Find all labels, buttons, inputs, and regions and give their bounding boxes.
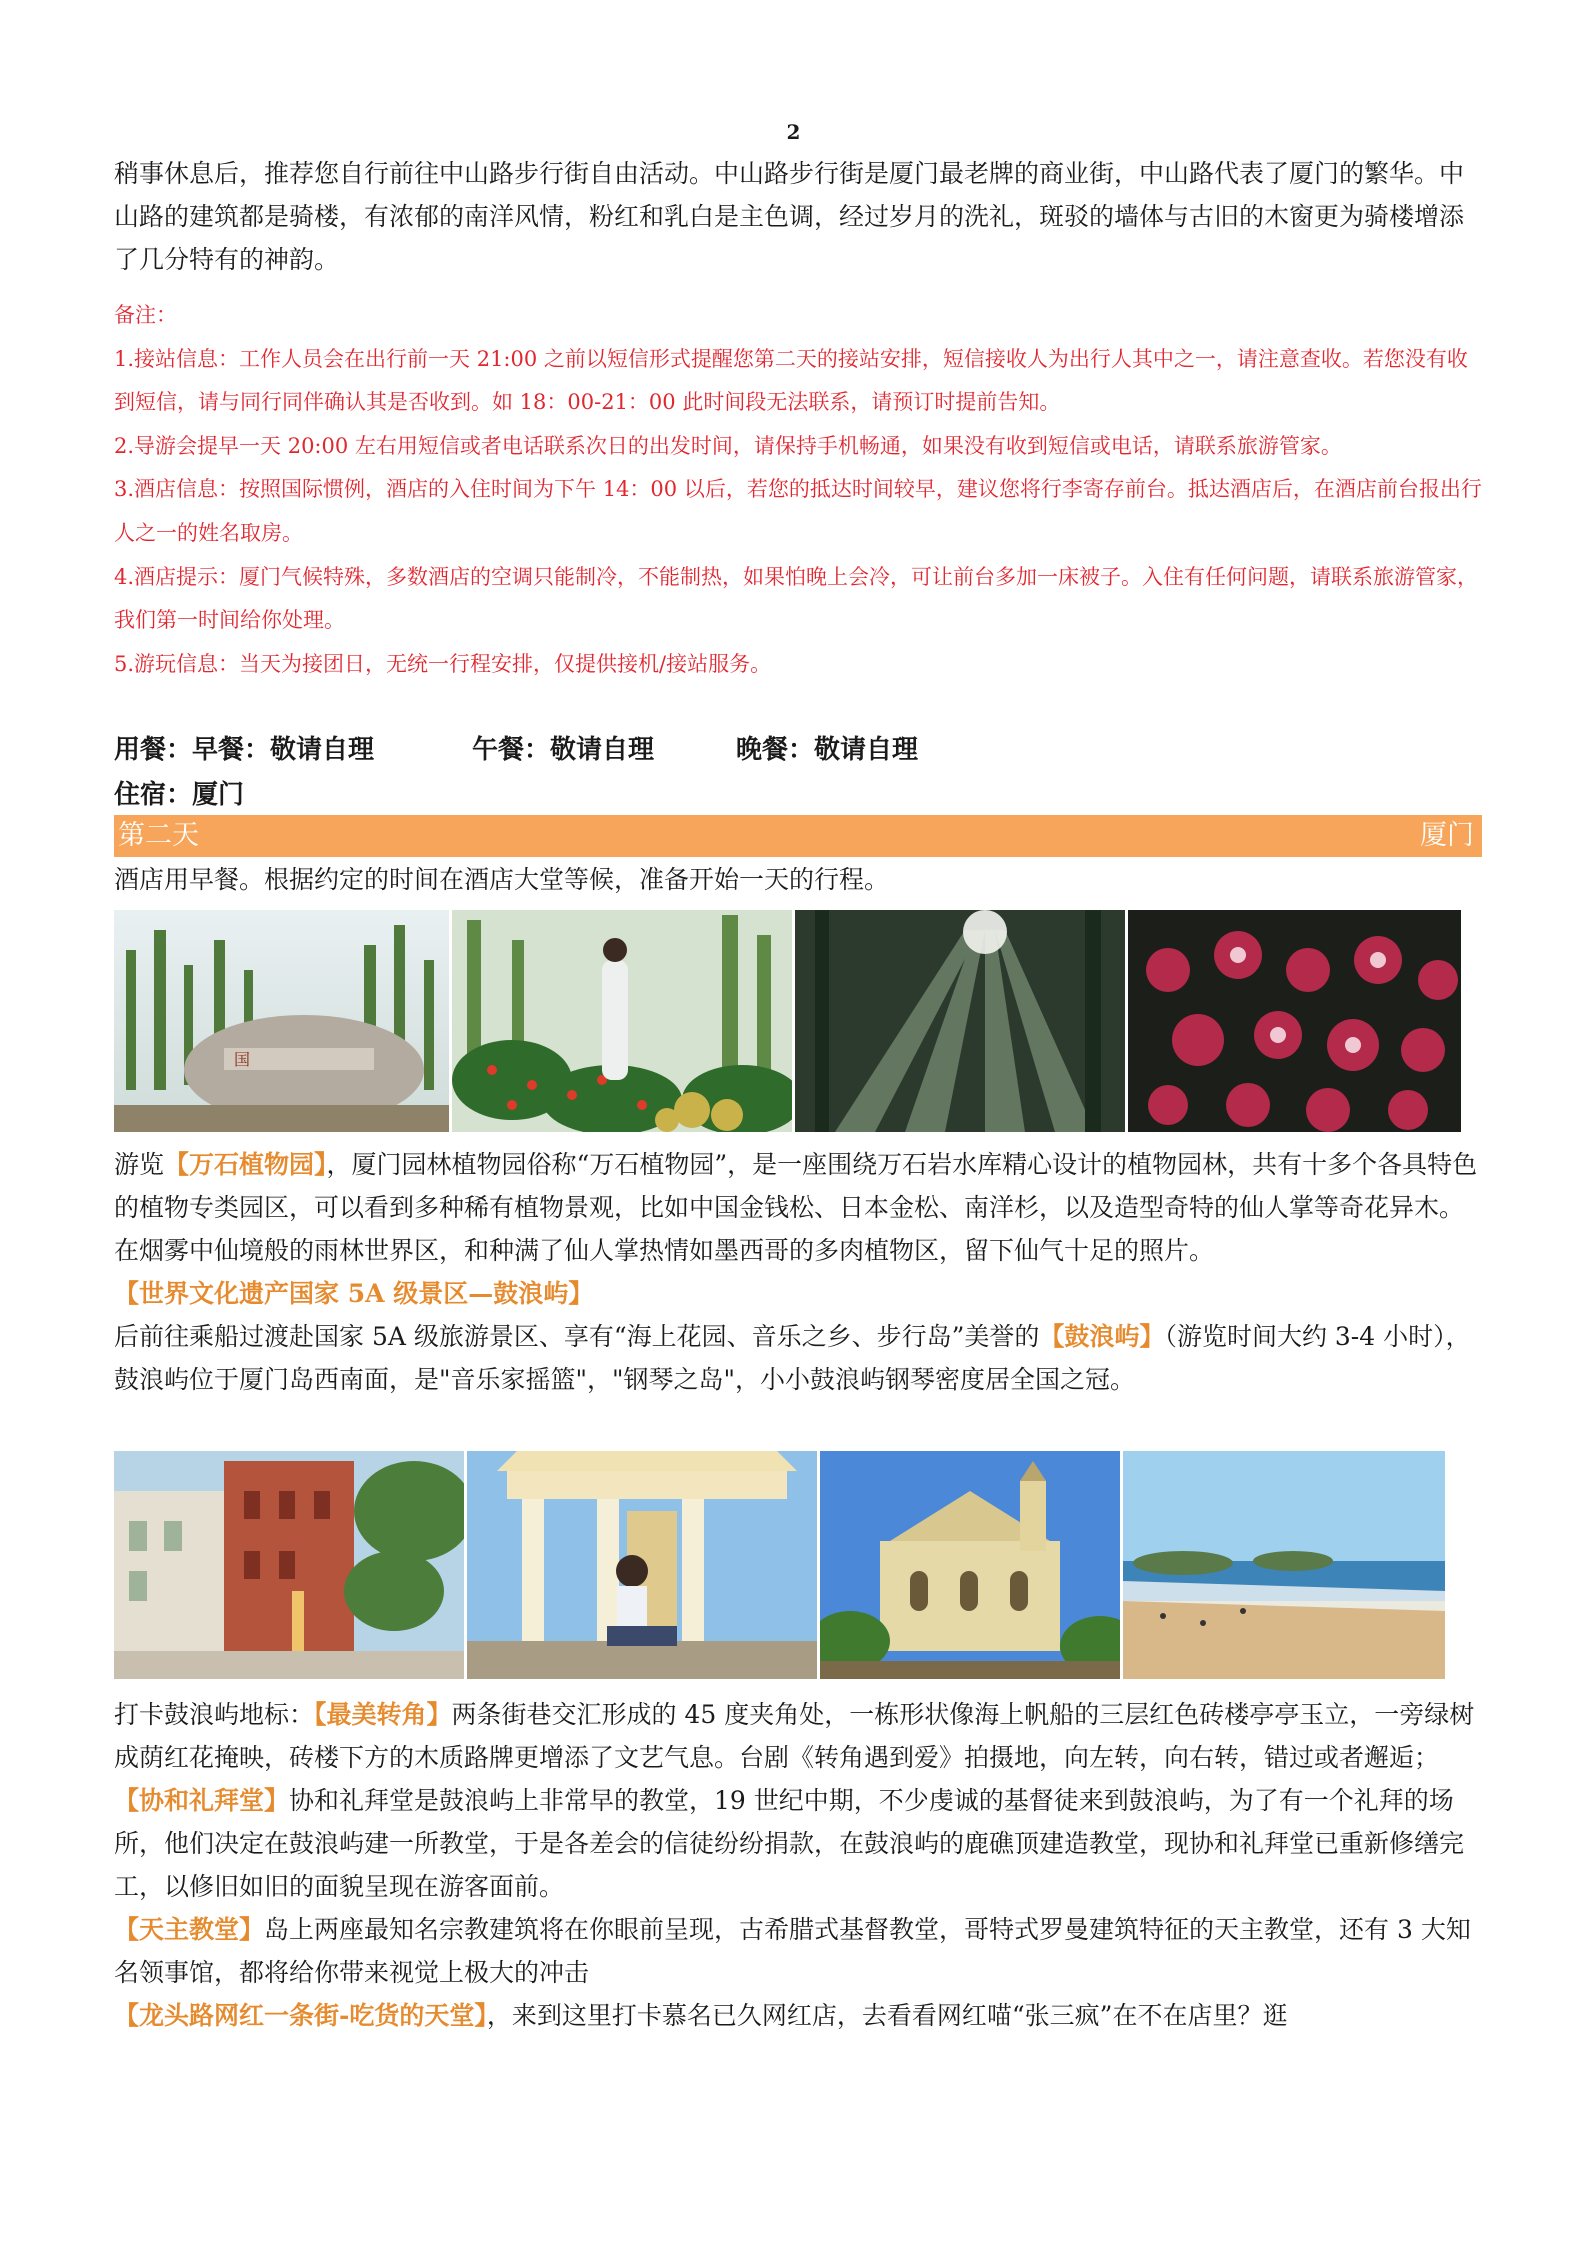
day-label: 第二天 bbox=[118, 820, 199, 851]
wanshi-paragraph bbox=[114, 1143, 1482, 1272]
longtou-paragraph bbox=[114, 1994, 1482, 2037]
note-item: 5.游玩信息：当天为接团日，无统一行程安排，仅提供接机/接站服务。 bbox=[114, 651, 772, 676]
day-city: 厦门 bbox=[1420, 820, 1474, 851]
photo-colonnade-girl bbox=[467, 1451, 817, 1679]
longtou-text: ，来到这里打卡慕名已久网红店，去看看网红喵“张三疯”在不在店里？逛 bbox=[486, 2001, 1288, 2030]
lodging-row bbox=[114, 772, 1482, 819]
wanshi-prefix: 游览 bbox=[114, 1150, 165, 1179]
photo-row-1 bbox=[114, 910, 1461, 1132]
photo-corner bbox=[114, 1451, 464, 1679]
catholic-paragraph bbox=[114, 1908, 1482, 1994]
lodging-label: 住宿： bbox=[114, 780, 193, 810]
photo-rainforest-light bbox=[795, 910, 1125, 1132]
intro-section bbox=[114, 152, 1482, 281]
lodging-value: 厦门 bbox=[192, 780, 245, 810]
corner-name: 【最美转角】 bbox=[314, 1700, 452, 1729]
photo-wanshi-stone bbox=[114, 910, 449, 1132]
photo-succulents bbox=[1128, 910, 1461, 1132]
note-item: 2.导游会提早一天 20:00 左右用短信或者电话联系次日的出发时间，请保持手机畅通，如果没有收到短信或电话，请联系旅游管家。 bbox=[114, 433, 1342, 458]
gulangyu-sights bbox=[114, 1693, 1482, 2037]
longtou-name: 【龙头路网红一条街-吃货的天堂】 bbox=[114, 2001, 487, 2030]
catholic-name: 【天主教堂】 bbox=[114, 1915, 265, 1944]
church-text: 协和礼拜堂是鼓浪屿上非常早的教堂，19 世纪中期，不少虔诚的基督徒来到鼓浪屿，为了有一个礼拜的场所，他们决定在鼓浪屿建一所教堂，于是各差会的信徒纷纷捐款，在鼓浪屿的鹿礁顶建造教堂，现协和礼拜堂已重新修缮完工，以修旧如旧的面貌呈现在游客面前。 bbox=[114, 1786, 1465, 1901]
gulangyu-part1: 后前往乘船过渡赴国家 5A 级旅游景区、享有“海上花园、音乐之乡、步行岛”美誉的 bbox=[114, 1322, 1040, 1351]
morning-text: 酒店用早餐。根据约定的时间在酒店大堂等候，准备开始一天的行程。 bbox=[114, 865, 890, 894]
gulangyu-paragraph bbox=[114, 1315, 1482, 1401]
church-paragraph bbox=[114, 1779, 1482, 1908]
corner-prefix: 打卡鼓浪屿地标： bbox=[114, 1700, 315, 1729]
intro-paragraph: 稍事休息后，推荐您自行前往中山路步行街自由活动。中山路步行街是厦门最老牌的商业街，中山路代表了厦门的繁华。中山路的建筑都是骑楼，有浓郁的南洋风情，粉红和乳白是主色调，经过岁月的洗礼，斑驳的墙体与古旧的木窗更为骑楼增添了几分特有的神韵。 bbox=[114, 159, 1465, 274]
photo-catholic-church bbox=[820, 1451, 1120, 1679]
church-name: 【协和礼拜堂】 bbox=[114, 1786, 290, 1815]
lunch: 午餐：敬请自理 bbox=[472, 735, 655, 765]
dinner: 晚餐：敬请自理 bbox=[736, 735, 919, 765]
notes-section bbox=[114, 294, 1482, 686]
photo-cactus-visitor bbox=[452, 910, 792, 1132]
note-item: 4.酒店提示：厦门气候特殊，多数酒店的空调只能制冷，不能制热，如果怕晚上会冷，可让前台多加一床被子。入住有任何问题，请联系旅游管家，我们第一时间给你处理。 bbox=[114, 564, 1479, 633]
gulangyu-heading-text: 【世界文化遗产国家 5A 级景区—鼓浪屿】 bbox=[114, 1279, 594, 1308]
day-bar bbox=[114, 815, 1482, 857]
corner-paragraph bbox=[114, 1693, 1482, 1779]
note-item: 3.酒店信息：按照国际惯例，酒店的入住时间为下午 14：00 以后，若您的抵达时间较早，建议您将行李寄存前台。抵达酒店后，在酒店前台报出行人之一的姓名取房。 bbox=[114, 477, 1482, 545]
photo-beach bbox=[1123, 1451, 1445, 1679]
corner-text: 两条街巷交汇形成的 45 度夹角处，一栋形状像海上帆船的三层红色砖楼亭亭玉立，一旁绿树成荫红花掩映，砖楼下方的木质路牌更增添了文艺气息。台剧《转角遇到爱》拍摄地，向左转，向右转，错过或者邂逅； bbox=[114, 1700, 1475, 1772]
meals-row bbox=[114, 727, 1482, 774]
gulangyu-part2: （游览时间大约 3-4 小时），鼓浪屿位于厦门岛西南面，是"音乐家摇篮"，"钢琴之岛"，小小鼓浪屿钢琴密度居全国之冠。 bbox=[114, 1322, 1471, 1394]
wanshi-name: 【万石植物园】 bbox=[164, 1150, 327, 1179]
gulangyu-heading bbox=[114, 1272, 1482, 1315]
wanshi-text: ，厦门园林植物园俗称“万石植物园”，是一座围绕万石岩水库精心设计的植物园林，共有十多个各具特色的植物专类园区，可以看到多种稀有植物景观，比如中国金钱松、日本金松、南洋杉，以及造型奇特的仙人掌等奇花异木。在烟雾中仙境般的雨林世界区，和种满了仙人掌热情如墨西哥的多肉植物区，留下仙气十足的照片。 bbox=[114, 1150, 1478, 1265]
wanshi-section bbox=[114, 1143, 1482, 1401]
meals-label: 用餐： bbox=[114, 735, 193, 765]
note-item: 1.接站信息：工作人员会在出行前一天 21:00 之前以短信形式提醒您第二天的接站安排，短信接收人为出行人其中之一，请注意查收。若您没有收到短信，请与同行同伴确认其是否收到。如 18：00-21：00 此时间段无法联系，请预订时提前告知。 bbox=[114, 346, 1468, 415]
breakfast: 早餐：敬请自理 bbox=[192, 735, 375, 765]
page-number: 2 bbox=[786, 120, 801, 144]
notes-title: 备注： bbox=[114, 303, 177, 327]
svg-text:国: 国 bbox=[234, 1050, 251, 1069]
morning-section bbox=[114, 858, 1482, 901]
catholic-text: 岛上两座最知名宗教建筑将在你眼前呈现，古希腊式基督教堂，哥特式罗曼建筑特征的天主教堂，还有 3 大知名领事馆，都将给你带来视觉上极大的冲击 bbox=[114, 1915, 1471, 1987]
photo-row-2 bbox=[114, 1451, 1445, 1679]
gulangyu-name: 【鼓浪屿】 bbox=[1039, 1322, 1165, 1351]
